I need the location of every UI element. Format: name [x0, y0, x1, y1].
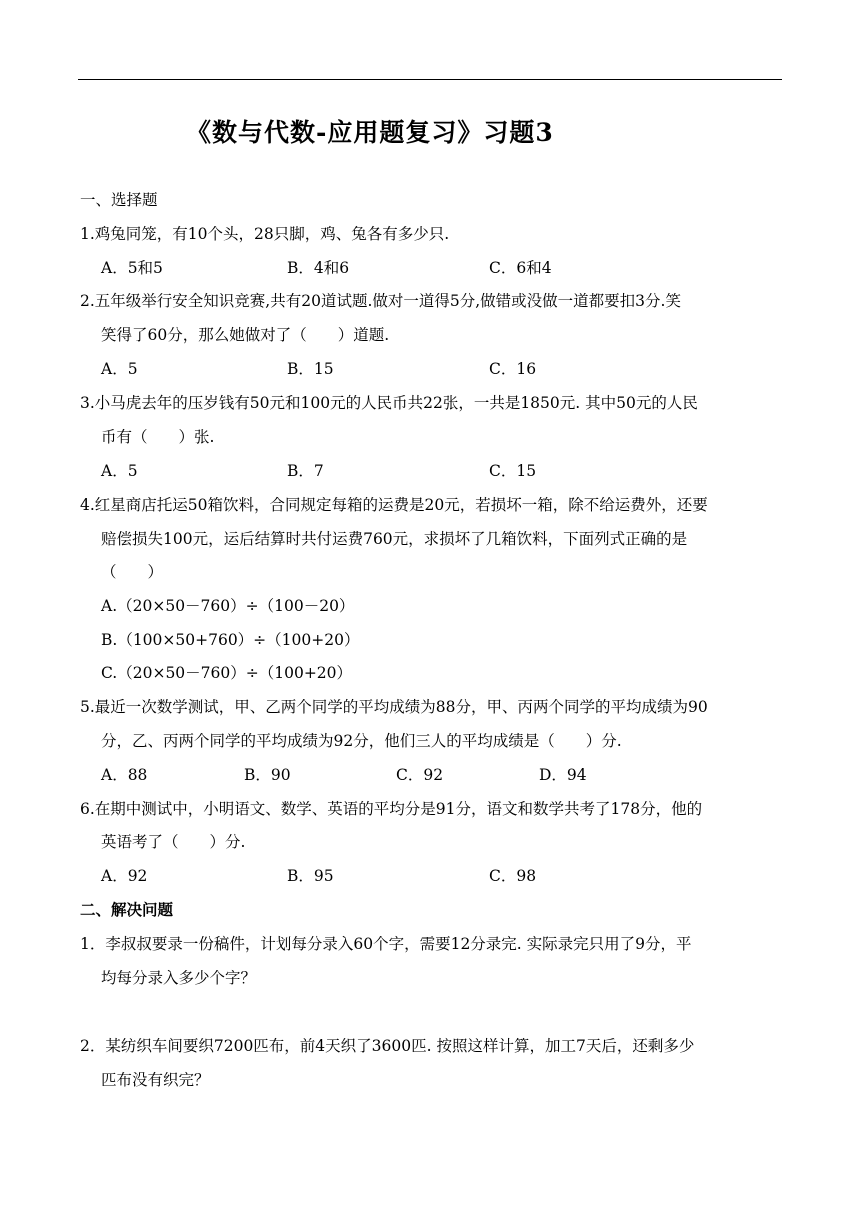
question-4-line-2: 赔偿损失100元，运后结算时共付运费760元，求损坏了几箱饮料，下面列式正确的是: [101, 530, 688, 548]
section2-heading: 二、解决问题: [80, 900, 174, 919]
question-2-option-a: A．5: [101, 360, 138, 378]
question-6-option-c: C．98: [489, 867, 537, 885]
problem-1-line-2: 均每分录入多少个字？: [101, 969, 257, 987]
question-3-line-2: 币有（ ）张.: [101, 428, 215, 446]
problem-2-line-2: 匹布没有织完？: [101, 1071, 210, 1089]
question-5-option-b: B．90: [244, 766, 291, 784]
question-4-option-a: A.（20×50－760）÷（100－20）: [101, 597, 355, 615]
question-5-line-2: 分，乙、丙两个同学的平均成绩为92分，他们三人的平均成绩是（ ）分.: [101, 732, 622, 750]
problem-1-line-1: 1．李叔叔要录一份稿件，计划每分录入60个字，需要12分录完. 实际录完只用了9分，平: [80, 935, 692, 953]
question-3-option-a: A．5: [101, 462, 138, 480]
question-1-line-1: 1.鸡兔同笼，有10个头，28只脚，鸡、兔各有多少只.: [80, 225, 450, 243]
question-2-option-b: B．15: [287, 360, 334, 378]
question-4-line-3: （ ）: [101, 563, 164, 581]
question-5-line-1: 5.最近一次数学测试，甲、乙两个同学的平均成绩为88分，甲、丙两个同学的平均成绩为90: [80, 698, 708, 716]
question-6-line-2: 英语考了（ ）分.: [101, 833, 246, 851]
question-4-option-b: B.（100×50+760）÷（100+20）: [101, 631, 360, 649]
question-1-option-a: A．5和5: [101, 259, 163, 277]
question-1-option-b: B．4和6: [287, 259, 350, 277]
question-6-line-1: 6.在期中测试中，小明语文、数学、英语的平均分是91分，语文和数学共考了178分，他的: [80, 800, 703, 818]
header-rule: [78, 79, 782, 80]
question-2-line-2: 笑得了60分，那么她做对了（ ）道题.: [101, 326, 390, 344]
question-5-option-d: D．94: [539, 766, 587, 784]
question-2-line-1: 2.五年级举行安全知识竞赛,共有20道试题.做对一道得5分,做错或没做一道都要扣3分.笑: [80, 292, 681, 310]
question-4-option-c: C.（20×50－760）÷（100+20）: [101, 664, 353, 682]
question-5-option-c: C．92: [396, 766, 444, 784]
question-2-option-c: C．16: [489, 360, 537, 378]
question-6-option-b: B．95: [287, 867, 334, 885]
question-3-option-c: C．15: [489, 462, 537, 480]
problem-2-line-1: 2．某纺织车间要织7200匹布，前4天织了3600匹. 按照这样计算，加工7天后，还剩多少: [80, 1037, 695, 1055]
question-1-option-c: C．6和4: [489, 259, 552, 277]
section1-heading: 一、选择题: [80, 191, 158, 209]
question-3-option-b: B．7: [287, 462, 324, 480]
question-6-option-a: A．92: [101, 867, 148, 885]
question-4-line-1: 4.红星商店托运50箱饮料，合同规定每箱的运费是20元，若损坏一箱，除不给运费外，还要: [80, 496, 708, 514]
page-title: 《数与代数-应用题复习》习题3: [186, 118, 554, 147]
question-5-option-a: A．88: [101, 766, 148, 784]
question-3-line-1: 3.小马虎去年的压岁钱有50元和100元的人民币共22张，一共是1850元. 其中50元的人民: [80, 394, 698, 412]
